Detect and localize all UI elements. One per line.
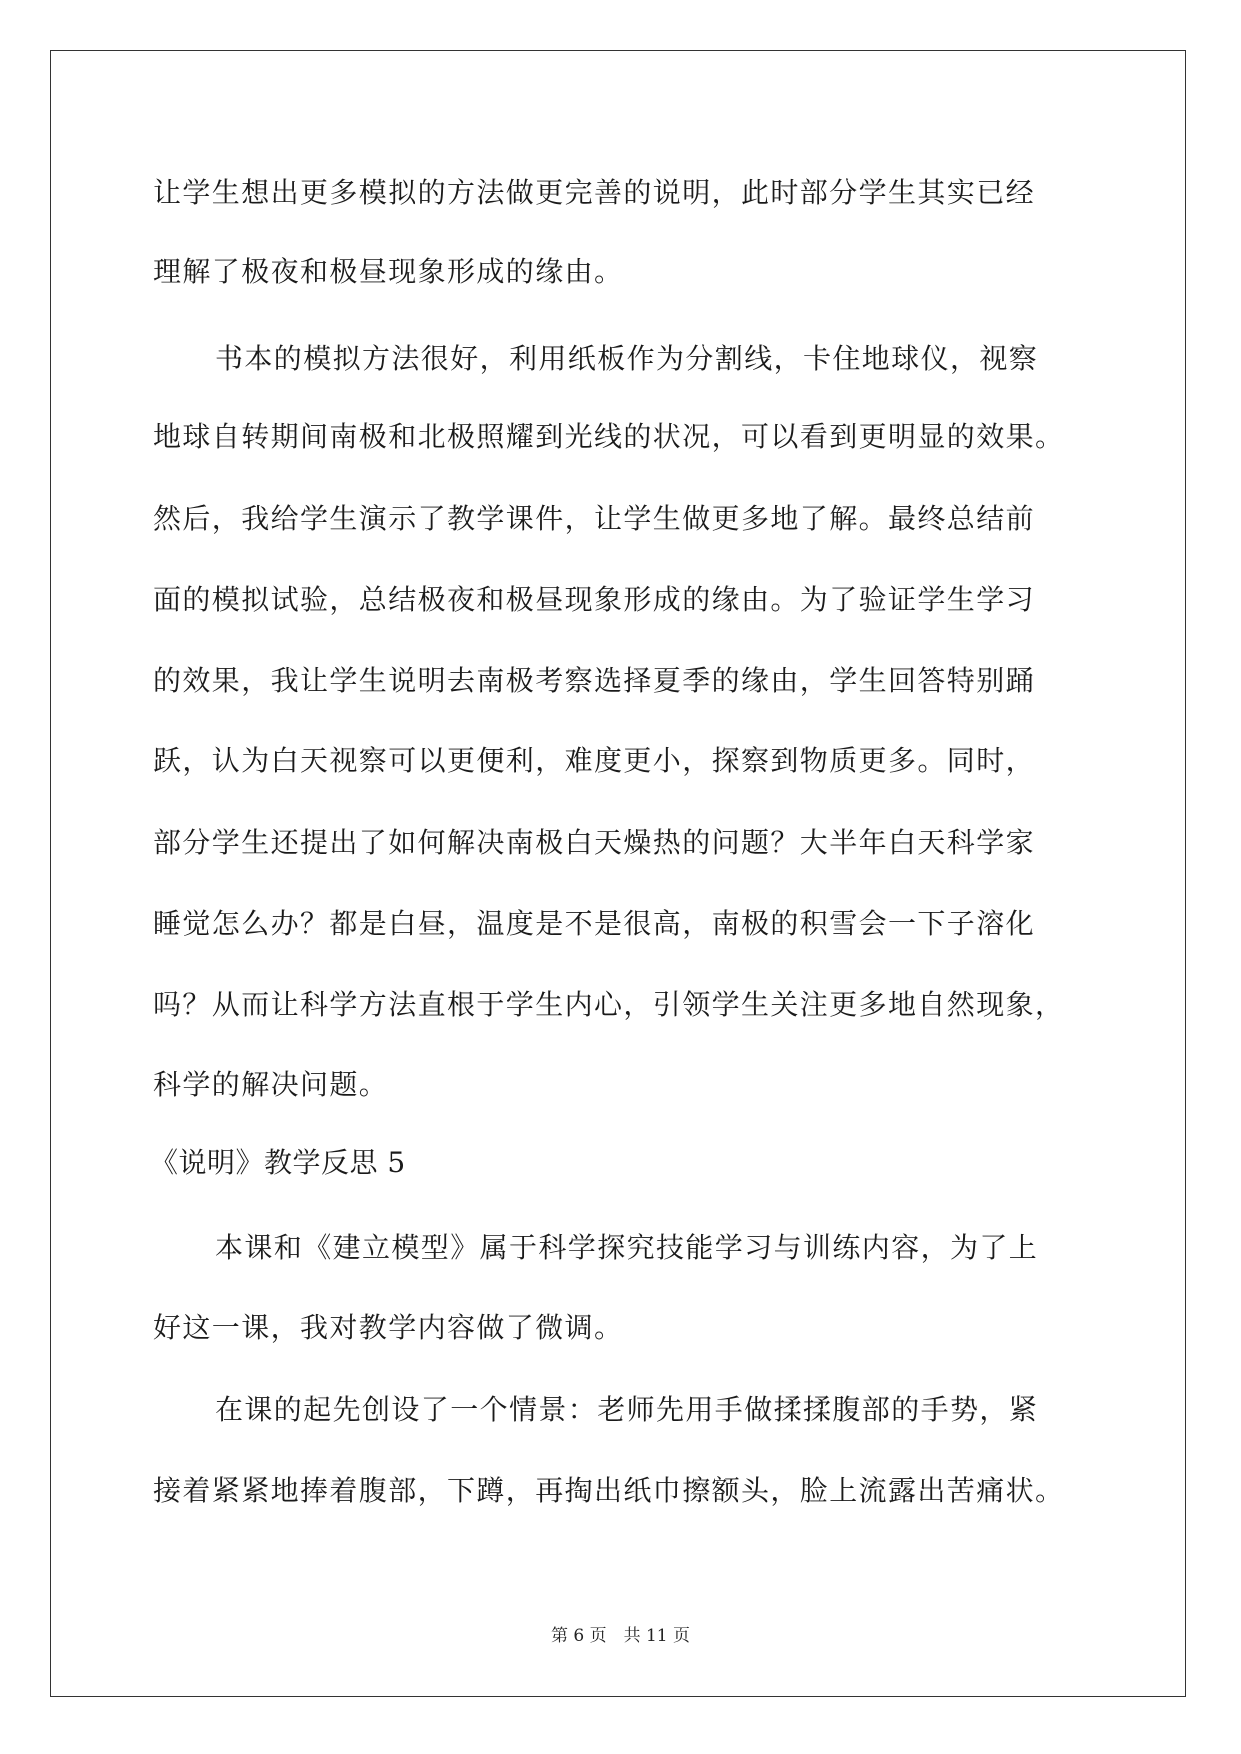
body-line: 面的模拟试验，总结极夜和极昼现象形成的缘由。为了验证学生学习 <box>153 583 1036 616</box>
page-number-footer: 第 6 页 共 11 页 <box>550 1626 691 1646</box>
body-line: 的效果，我让学生说明去南极考察选择夏季的缘由，学生回答特别踊 <box>153 664 1036 697</box>
body-line: 跃，认为白天视察可以更便利，难度更小，探察到物质更多。同时， <box>153 744 1036 777</box>
body-line: 然后，我给学生演示了教学课件，让学生做更多地了解。最终总结前 <box>153 502 1036 535</box>
body-line: 吗？从而让科学方法直根于学生内心，引领学生关注更多地自然现象， <box>153 988 1065 1021</box>
body-line: 科学的解决问题。 <box>153 1068 389 1101</box>
paragraph-first-line: 在课的起先创设了一个情景：老师先用手做揉揉腹部的手势，紧 <box>215 1393 1039 1426</box>
body-line: 理解了极夜和极昼现象形成的缘由。 <box>153 255 624 288</box>
paragraph-first-line: 书本的模拟方法很好，利用纸板作为分割线，卡住地球仪，视察 <box>215 342 1039 375</box>
body-line: 地球自转期间南极和北极照耀到光线的状况，可以看到更明显的效果。 <box>153 420 1065 453</box>
body-line: 好这一课，我对教学内容做了微调。 <box>153 1311 624 1344</box>
paragraph-first-line: 本课和《建立模型》属于科学探究技能学习与训练内容，为了上 <box>215 1231 1039 1264</box>
section-heading: 《说明》教学反思 5 <box>150 1146 406 1179</box>
body-line: 让学生想出更多模拟的方法做更完善的说明，此时部分学生其实已经 <box>153 176 1036 209</box>
page-border <box>50 50 1186 1697</box>
body-line: 部分学生还提出了如何解决南极白天燥热的问题？大半年白天科学家 <box>153 826 1036 859</box>
body-line: 接着紧紧地捧着腹部，下蹲，再掏出纸巾擦额头，脸上流露出苦痛状。 <box>153 1474 1065 1507</box>
body-line: 睡觉怎么办？都是白昼，温度是不是很高，南极的积雪会一下子溶化 <box>153 907 1036 940</box>
